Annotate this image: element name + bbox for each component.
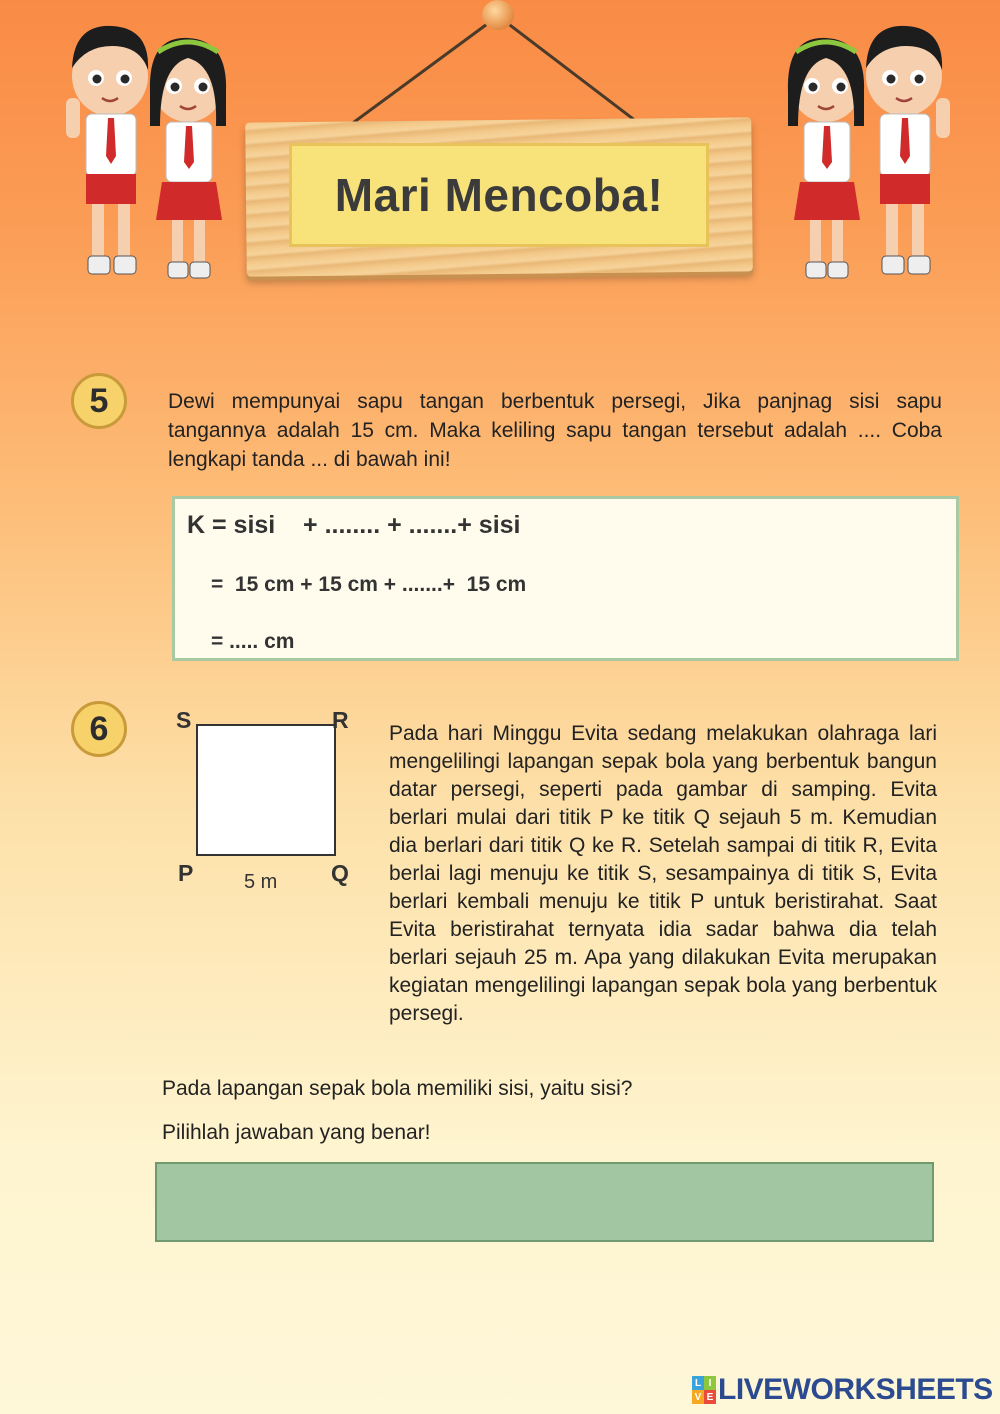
brand-text: LIVEWORKSHEETS [718,1373,993,1406]
vertex-label-r: R [332,707,349,733]
question-number-badge: 5 [71,373,127,429]
title-plate [289,143,709,247]
logo-letter: I [704,1376,716,1390]
question-6-prompt: Pada lapangan sepak bola memiliki sisi, yaitu sisi? [162,1077,633,1100]
question-6-instruction: Pilihlah jawaban yang benar! [162,1121,431,1144]
answer-dropdown[interactable] [155,1162,934,1242]
logo-letter: L [692,1376,704,1390]
formula-box [172,496,959,661]
brand-logo-icon [692,1376,716,1404]
question-5-text [168,387,942,474]
page-title: Mari Mencoba! [334,169,664,221]
side-length-label: 5 m [244,871,278,893]
question-6-text: Pada hari Minggu Evita sedang melakukan olahraga lari mengelilingi lapangan sepak bola yang berbentuk bangun datar persegi, seperti pada gambar di samping. Evita berlari mulai dari titik P ke titik Q sejauh 5 m. Kemudian dia berlari dari titik Q ke R. Setelah sampai di titik R, Evita berlai lagi menuju ke titik S, sesampainya di titik S, Evita berlari kembali menuju ke titik P untuk beristirahat. Saat Evita beristirahat ternyata idia sadar bahwa dia telah berlari sejauh 25 m. Apa yang dilakukan Evita merupakan kegiatan mengelilingi lapangan sepak bola yang berbentuk persegi. [389,722,937,1025]
nail-icon [482,0,514,30]
question-number-badge: 6 [71,701,127,757]
formula-line-1: K = sisi + ........ + .......+ sisi [187,511,521,539]
formula-line-2: = 15 cm + 15 cm + .......+ 15 cm [211,573,527,596]
logo-letter: E [704,1390,716,1404]
square-field-figure [196,724,336,856]
logo-letter: V [692,1390,704,1404]
vertex-label-p: P [178,860,194,886]
vertex-label-s: S [176,707,192,733]
students-illustration-right [776,6,956,290]
formula-line-3: = ..... cm [211,630,295,653]
students-illustration-left [60,6,240,290]
question-5-paragraph: Dewi mempunyai sapu tangan berbentuk persegi, Jika panjnag sisi sapu tangannya adalah 15 cm. Maka keliling sapu tangan tersebut adalah .... Coba lengkapi tanda ... di bawah ini! [168,390,942,471]
liveworksheets-logo [692,1373,993,1407]
vertex-label-q: Q [331,860,349,886]
